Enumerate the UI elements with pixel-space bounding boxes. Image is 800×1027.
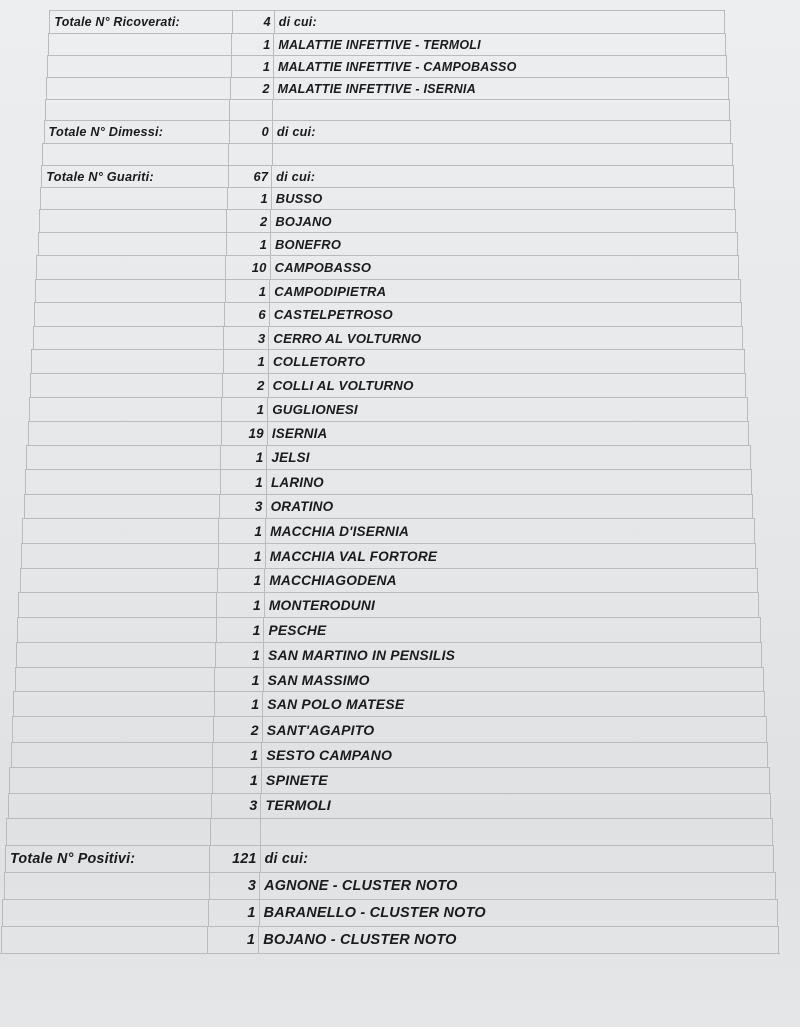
section-total: 121 xyxy=(209,846,259,872)
table-row xyxy=(30,373,746,397)
place-cell: COLLETORTO xyxy=(268,350,745,373)
count-cell: 3 xyxy=(211,794,261,818)
place-cell: BOJANO xyxy=(270,210,736,232)
count-cell: 1 xyxy=(227,188,271,209)
table-row xyxy=(20,568,758,592)
section-label: Totale N° Positivi: xyxy=(5,846,209,872)
table-row xyxy=(38,232,738,255)
count-cell: 1 xyxy=(220,470,267,494)
count-cell: 2 xyxy=(226,210,270,232)
label-cell xyxy=(45,100,230,120)
count-cell: 1 xyxy=(215,643,263,667)
label-cell xyxy=(42,144,228,165)
di-cui-label: di cui: xyxy=(272,121,731,143)
table-row xyxy=(29,397,748,421)
table-row xyxy=(13,691,765,716)
table-row xyxy=(17,617,761,642)
count-cell: 1 xyxy=(231,34,273,55)
count-cell: 1 xyxy=(212,768,261,793)
place-cell: CASTELPETROSO xyxy=(269,303,742,326)
place-cell: AGNONE - CLUSTER NOTO xyxy=(259,873,776,899)
place-cell: MALATTIE INFETTIVE - TERMOLI xyxy=(273,34,726,55)
table-row xyxy=(16,642,762,667)
count-cell xyxy=(210,819,260,845)
label-cell xyxy=(2,900,208,926)
di-cui-label: di cui: xyxy=(274,11,725,33)
table-row xyxy=(39,209,737,232)
place-cell: SPINETE xyxy=(261,768,770,793)
label-cell xyxy=(20,569,217,592)
table-row xyxy=(46,77,729,99)
label-cell xyxy=(30,374,222,397)
label-cell xyxy=(16,643,215,667)
place-cell xyxy=(272,100,730,120)
count-cell: 1 xyxy=(208,900,259,926)
table-row xyxy=(22,518,755,543)
section-label: Totale N° Guariti: xyxy=(41,166,227,187)
table-row xyxy=(40,187,735,209)
label-cell xyxy=(35,280,224,302)
label-cell xyxy=(39,210,227,232)
blank-row xyxy=(45,99,730,120)
place-cell: GUGLIONESI xyxy=(267,398,747,421)
section-header-row xyxy=(5,845,774,872)
table-row xyxy=(9,767,770,793)
table-row xyxy=(8,793,771,818)
label-cell xyxy=(40,188,227,209)
label-cell xyxy=(18,593,216,617)
place-cell: SAN MASSIMO xyxy=(263,668,764,691)
label-cell xyxy=(15,668,215,691)
count-cell: 1 xyxy=(207,927,258,953)
table-row xyxy=(12,716,767,742)
label-cell xyxy=(8,794,211,818)
place-cell: ISERNIA xyxy=(267,422,749,445)
place-cell xyxy=(272,144,733,165)
place-cell: MACCHIA D'ISERNIA xyxy=(265,519,755,543)
label-cell xyxy=(11,743,213,767)
label-cell xyxy=(31,350,222,373)
count-cell: 1 xyxy=(223,350,268,373)
place-cell: PESCHE xyxy=(263,618,760,642)
place-cell: CERRO AL VOLTURNO xyxy=(268,327,743,349)
count-cell: 3 xyxy=(219,495,266,518)
place-cell: BARANELLO - CLUSTER NOTO xyxy=(259,900,778,926)
count-cell: 1 xyxy=(216,593,264,617)
label-cell xyxy=(1,927,208,953)
table-row xyxy=(35,279,741,302)
di-cui-label: di cui: xyxy=(271,166,734,187)
place-cell: COLLI AL VOLTURNO xyxy=(268,374,747,397)
label-cell xyxy=(9,768,211,793)
count-cell: 3 xyxy=(209,873,259,899)
blank-row xyxy=(42,143,732,165)
place-cell: BOJANO - CLUSTER NOTO xyxy=(258,927,779,953)
place-cell: BUSSO xyxy=(271,188,735,209)
place-cell: SESTO CAMPANO xyxy=(261,743,768,767)
place-cell: MALATTIE INFETTIVE - CAMPOBASSO xyxy=(273,56,727,77)
section-header-row xyxy=(49,10,724,33)
place-cell: SAN MARTINO IN PENSILIS xyxy=(263,643,762,667)
label-cell xyxy=(22,519,218,543)
count-cell: 10 xyxy=(225,256,269,279)
label-cell xyxy=(17,618,215,642)
label-cell xyxy=(21,544,217,568)
label-cell xyxy=(26,446,220,469)
label-cell xyxy=(47,56,230,77)
place-cell: BONEFRO xyxy=(270,233,738,255)
count-cell xyxy=(229,100,272,120)
count-cell: 1 xyxy=(216,618,264,642)
label-cell xyxy=(38,233,226,255)
label-cell xyxy=(33,327,224,349)
table-row xyxy=(26,445,750,469)
label-cell xyxy=(46,78,230,99)
label-cell xyxy=(13,692,213,716)
label-cell xyxy=(28,422,221,445)
table-row xyxy=(18,592,759,617)
place-cell: MACCHIAGODENA xyxy=(264,569,758,592)
count-cell: 1 xyxy=(220,446,266,469)
table-row xyxy=(47,55,727,77)
count-cell: 2 xyxy=(222,374,268,397)
count-cell: 6 xyxy=(224,303,269,326)
count-cell: 1 xyxy=(214,692,263,716)
count-cell: 3 xyxy=(223,327,268,349)
table-row xyxy=(48,33,726,55)
table-row xyxy=(2,899,777,926)
table-row xyxy=(25,469,752,494)
count-cell: 1 xyxy=(214,668,262,691)
table-row xyxy=(34,302,742,326)
place-cell: MONTERODUNI xyxy=(264,593,759,617)
count-cell: 2 xyxy=(213,717,262,742)
table-row xyxy=(33,326,744,349)
section-total: 0 xyxy=(229,121,272,143)
count-cell xyxy=(228,144,271,165)
count-cell: 1 xyxy=(226,233,270,255)
place-cell: CAMPODIPIETRA xyxy=(269,280,740,302)
place-cell: MACCHIA VAL FORTORE xyxy=(265,544,757,568)
table-row xyxy=(15,667,764,691)
place-cell: LARINO xyxy=(266,470,752,494)
di-cui-label: di cui: xyxy=(260,846,775,872)
count-cell: 2 xyxy=(230,78,273,99)
label-cell xyxy=(34,303,224,326)
count-cell: 1 xyxy=(218,544,265,568)
table-row xyxy=(4,872,776,899)
label-cell xyxy=(25,470,220,494)
table-row xyxy=(21,543,756,568)
label-cell xyxy=(4,873,209,899)
table-row xyxy=(11,742,769,767)
count-cell: 1 xyxy=(212,743,261,767)
count-cell: 1 xyxy=(218,519,265,543)
section-label: Totale N° Dimessi: xyxy=(44,121,229,143)
place-cell: JELSI xyxy=(266,446,750,469)
place-cell: SAN POLO MATESE xyxy=(262,692,765,716)
count-cell: 1 xyxy=(231,56,274,77)
section-total: 4 xyxy=(232,11,274,33)
place-cell: MALATTIE INFETTIVE - ISERNIA xyxy=(273,78,729,99)
section-header-row xyxy=(41,165,734,187)
place-cell: ORATINO xyxy=(266,495,754,518)
section-total: 67 xyxy=(228,166,272,187)
table-row xyxy=(31,349,744,373)
label-cell xyxy=(29,398,222,421)
label-cell xyxy=(12,717,213,742)
label-cell xyxy=(6,819,210,845)
section-label: Totale N° Ricoverati: xyxy=(49,11,231,33)
blank-row xyxy=(6,818,772,845)
section-header-row xyxy=(44,120,732,143)
label-cell xyxy=(36,256,225,279)
label-cell xyxy=(48,34,231,55)
count-cell: 1 xyxy=(225,280,270,302)
place-cell: CAMPOBASSO xyxy=(270,256,740,279)
table-row xyxy=(28,421,750,445)
count-cell: 1 xyxy=(217,569,264,592)
count-cell: 1 xyxy=(221,398,267,421)
table-row xyxy=(24,494,754,518)
label-cell xyxy=(24,495,219,518)
count-cell: 19 xyxy=(221,422,267,445)
place-cell xyxy=(260,819,773,845)
place-cell: TERMOLI xyxy=(260,794,771,818)
table-bottom-border xyxy=(0,953,780,954)
table-row xyxy=(1,926,779,953)
table-row xyxy=(36,255,739,279)
place-cell: SANT'AGAPITO xyxy=(262,717,767,742)
